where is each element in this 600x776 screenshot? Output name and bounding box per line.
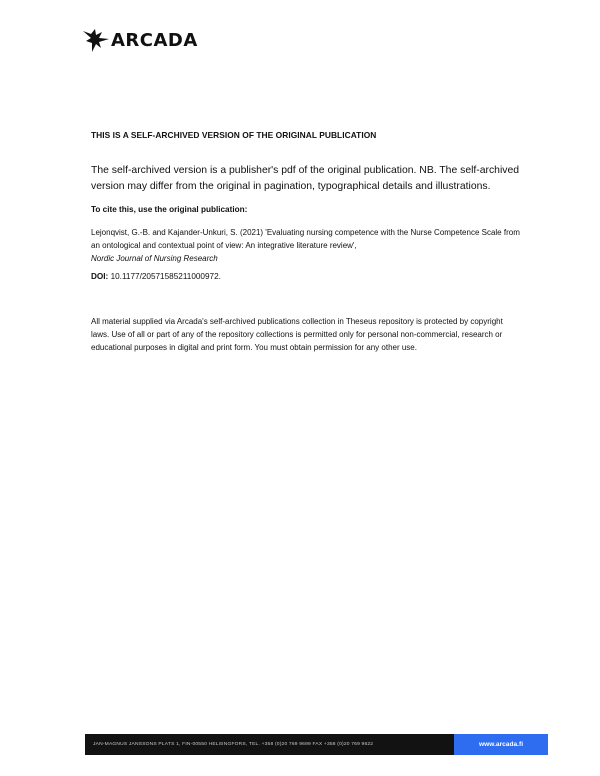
logo-wordmark: ARCADA — [111, 29, 198, 51]
citation — [91, 226, 521, 265]
page-footer — [85, 734, 548, 755]
doi-label: DOI: — [91, 272, 109, 281]
intro-paragraph: The self-archived version is a publisher's pdf of the original publication. NB. The self-archived version may differ from the original in pagination, typographical details and illustrations. — [91, 165, 520, 192]
citation-journal: Nordic Journal of Nursing Research — [91, 254, 218, 263]
document-heading: THIS IS A SELF-ARCHIVED VERSION OF THE ORIGINAL PUBLICATION — [91, 130, 377, 140]
footer-website-link[interactable]: www.arcada.fi — [454, 734, 548, 755]
doi-line — [91, 272, 521, 281]
doi-value[interactable]: 10.1177/20571585211000972. — [110, 272, 221, 281]
citation-text: Lejonqvist, G.-B. and Kajander-Unkuri, S. (2021) 'Evaluating nursing competence with the Nurse Competence Scale from an ontological and contextual point of view: An integrative literature review', — [91, 228, 520, 250]
arcada-logo — [82, 26, 198, 54]
copyright-notice: All material supplied via Arcada's self-archived publications collection in Theseus repository is protected by copyright laws. Use of all or part of any of the repository collections is permitted only for personal non-commercial, research or educational purposes in digital and print form. You must obtain permission for any other use. — [91, 317, 503, 352]
document-body — [91, 130, 521, 354]
arcada-bird-logo-icon — [82, 26, 110, 54]
footer-address: JAN-MAGNUS JANSSONS PLATS 1, FIN-00550 HELSINGFORS, TEL. +358 (0)20 769 9699 FAX +358 (0)20 769 9622 — [85, 734, 454, 755]
cite-heading: To cite this, use the original publication: — [91, 205, 248, 214]
